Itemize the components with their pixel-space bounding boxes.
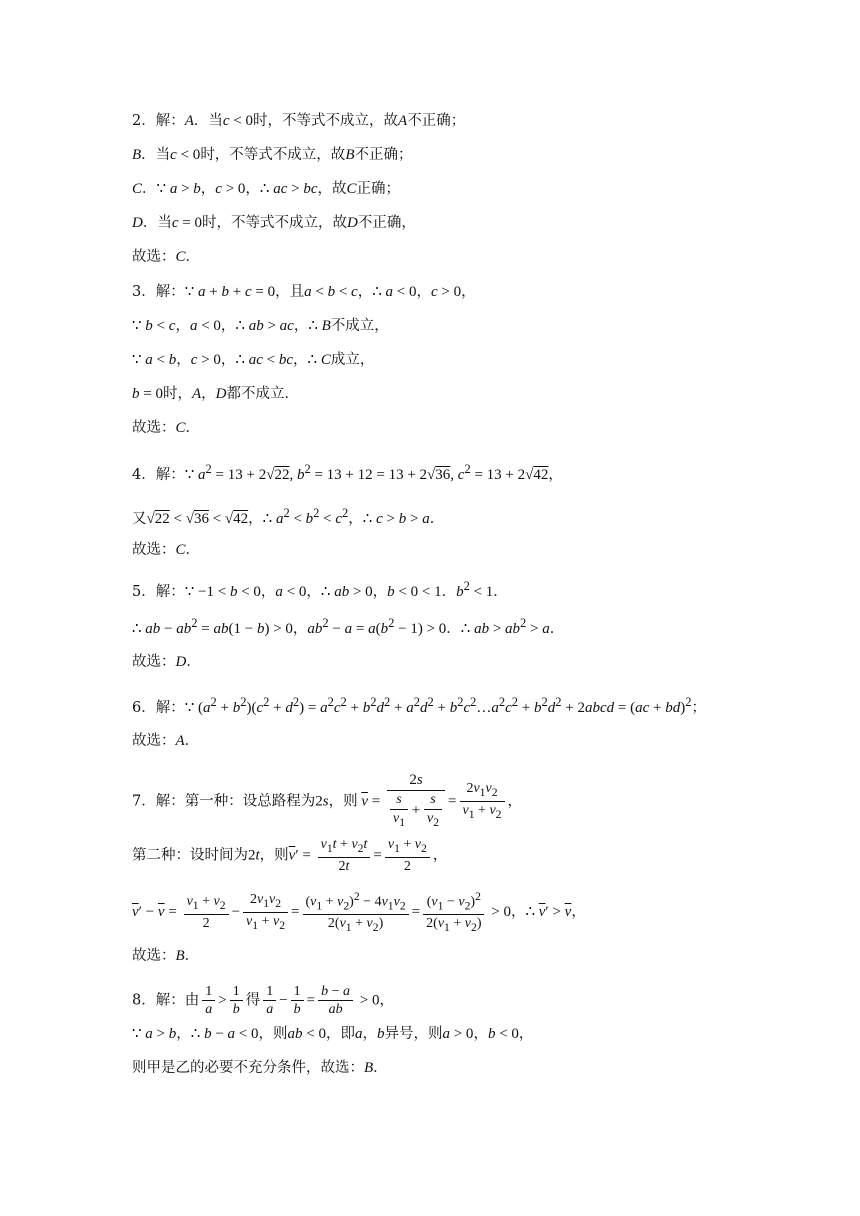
line-12: 又√22 < √36 < √42，∴ $a^2 < b^2 < c^2$，∴ c > b > a． [132,506,445,527]
line-17: 6．解：∵ $(a^2 + b^2)(c^2 + d^2) = a^2c^2 + b^2d^2 + a^2d^2$ + $b^2c^2\dots a^2c^2 + b^2d^2$ + 2abcd = (ac + bd)$^2$； [132,695,706,716]
line-11: 4．解：∵ $a^2 = 13 + 2√22$, $b^2 = 13 + 12 = 13 + 2√36$, $c^2 = 13 + 2√42$， [132,462,563,483]
line-14: 5．解：∵ −1 < b < 0，a < 0，∴ ab > 0，b < 0 < 1．$b^2 < 1$． [132,579,508,600]
line-22: 故选：B． [132,948,200,964]
line-7: ∵ b < c，a < 0，∴ ab > ac，∴ B不成立， [132,318,389,334]
line-25: 则甲是乙的必要不充分条件，故选：B． [132,1060,388,1076]
line-3: C．∵ a > b，c > 0，∴ ac > bc，故C正确； [132,181,401,197]
line-9: b = 0时，A，D都不成立． [132,386,299,402]
line-21: $\overline{v}' - \overline{v}$ = $\frac{v_1 + v_2}{2}$ − $\frac{2v_1v_2}{v_1 + v_2}$ = $\frac{(v_1 + v_2)^2 - 4v_1v_2}{2(v_1 + v_2)}$ = $\frac{(v_1 - v_2)^2}{2(v_1 + v_2)}$ > 0，∴ $\overline{v}' > \overline{v}$， [132,890,586,935]
line-23: 8．解：由 $\frac{1}{a}$ > $\frac{1}{b}$ 得 $\frac{1}{a}$ − $\frac{1}{b}$ = $\frac{b - a}{ab}$ > 0， [132,984,395,1017]
line-16: 故选：D． [132,654,201,670]
line-18: 故选：A． [132,733,200,749]
line-4: D．当c = 0时，不等式不成立，故D不正确， [132,215,416,231]
line-6: 3．解：∵ a + b + c = 0，且a < b < c，∴ a < 0，c > 0， [132,284,476,300]
line-2: B．当c < 0时，不等式不成立，故B不正确； [132,147,413,163]
line-10: 故选：C． [132,420,201,436]
line-8: ∵ a < b，c > 0，∴ ac < bc，∴ C成立， [132,352,375,368]
line-13: 故选：C． [132,542,201,558]
line-24: ∵ a > b，∴ b − a < 0，则ab < 0，即a，b异号，则a > 0，b < 0， [132,1026,534,1042]
line-15: ∴ ab − $ab^2 = ab(1 - b) > 0$，$ab^2 - a = a(b^2 - 1) > 0$．∴ ab > $ab^2 > a$． [132,616,565,637]
line-5: 故选：C． [132,249,201,265]
line-20: 第二种：设时间为2t，则$\overline{v}'$ = $\frac{v_1t + v_2t}{2t}$ = $\frac{v_1 + v_2}{2}$ ， [132,837,448,874]
line-19: 7．解：第一种：设总路程为2s，则 $\overline{v}$ = 2s $\frac{s}{v_1}$ + $\frac{s}{v_2}$ = $\frac{2v_1v_2}{v_1 + v_2}$ ， [132,772,522,829]
line-1: 2．解：A．当c < 0时，不等式不成立，故A不正确； [132,113,466,129]
